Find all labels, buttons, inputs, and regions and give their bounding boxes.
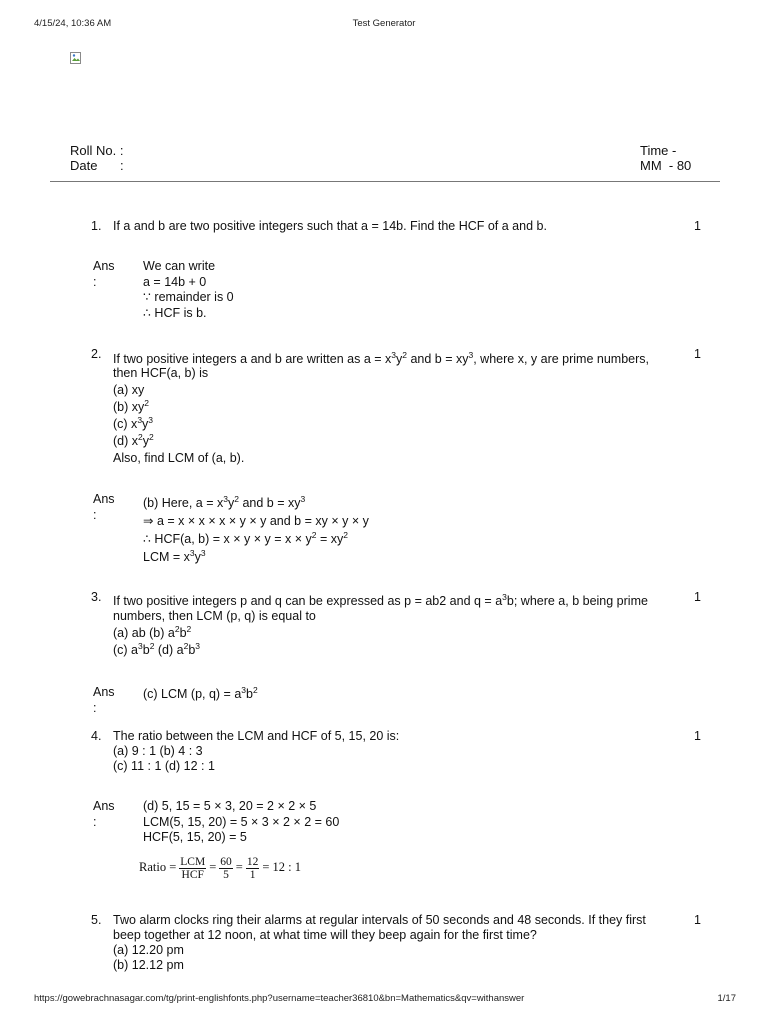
answer-label: Ans : <box>93 799 115 829</box>
answer-line: a = 14b + 0 <box>143 274 207 289</box>
answer-label: Ans : <box>93 259 115 289</box>
roll-number-row <box>70 143 124 158</box>
answer-line: ∵ remainder is 0 <box>143 290 234 304</box>
answer-line: ∴ HCF is b. <box>143 305 207 320</box>
time-label: Time - <box>640 143 677 158</box>
question-text <box>113 913 673 973</box>
question-line: numbers, then LCM (p, q) is equal to <box>113 609 316 623</box>
options-line: (a) 9 : 1 (b) 4 : 3 <box>113 744 203 758</box>
answer-line: We can write <box>143 259 216 273</box>
answer-line: HCF(5, 15, 20) = 5 <box>143 830 247 844</box>
answer-text <box>143 259 663 321</box>
header-divider <box>50 181 720 182</box>
date-colon: : <box>120 158 124 173</box>
answer-line: ∴ HCF(a, $b) = x \times y \times y = x \times y^2 = xy^2$ <box>143 530 348 546</box>
answer-line: LCM = $x^3y^3$ <box>143 548 206 564</box>
ratio-equation: Ratio = $\frac{\text{LCM}}{\text{HCF}}$ = $\frac{60}{5}$ = $\frac{12}{1}$ = 12 : 1 <box>139 855 301 881</box>
answer-line: LCM(5, 15, 20) = 5 × 3 × 2 × 2 = 60 <box>143 814 340 829</box>
question-line: If a and b are two positive integers such that a = 14b. Find the HCF of a and b. <box>113 219 547 233</box>
date-row <box>70 158 124 173</box>
options-line: (c) 11 : 1 (d) 12 : 1 <box>113 759 215 773</box>
options-line: (a) ab (b) $a^2b^2$ <box>113 624 192 640</box>
answer-label: Ans : <box>93 685 115 715</box>
question-number: 3. <box>91 590 102 604</box>
answer-text <box>143 687 663 703</box>
answer-line: ⇒ a = x × x × x × y × y and b = xy × y × y <box>143 514 369 528</box>
option-b: (b) 12.12 pm <box>113 958 184 972</box>
page-number: 1/17 <box>717 993 736 1004</box>
answer-label: Ans : <box>93 492 115 522</box>
question-line: Two alarm clocks ring their alarms at regular intervals of 50 seconds and 48 seconds. If they first <box>113 913 646 927</box>
print-datetime: 4/15/24, 10:36 AM <box>34 18 112 29</box>
reduced-fraction: $\frac{12}{1}$ <box>246 855 259 881</box>
question-text <box>113 351 673 467</box>
question-line: Also, find LCM of (a, b). <box>113 451 245 465</box>
question-marks: 1 <box>694 729 701 743</box>
exam-meta-left <box>70 143 124 173</box>
question-text <box>113 593 673 659</box>
question-number: 1. <box>91 219 102 233</box>
print-url: https://gowebrachnasagar.com/tg/print-englishfonts.php?username=teacher36810&bn=Mathematics&qv=withanswer <box>34 993 525 1004</box>
answer-line: (c) LCM (p, $q) = a^3b^2$ <box>143 685 258 701</box>
question-text <box>113 219 673 234</box>
answer-text <box>139 799 663 881</box>
exam-meta-right <box>640 143 691 173</box>
question-marks: 1 <box>694 347 701 361</box>
options-line: (c) $a^3b^2$ (d) $a^2b^3$ <box>113 641 201 657</box>
ratio-result: = 12 : 1 <box>262 860 301 875</box>
question-line: If two positive integers a and b are written as $a = x^3y^2$ and $b = xy^3$, where x, y are prime numbers, <box>113 350 649 366</box>
question-line: The ratio between the LCM and HCF of 5, 15, 20 is: <box>113 729 400 743</box>
question-marks: 1 <box>694 590 701 604</box>
question-line: beep together at 12 noon, at what time will they beep again for the first time? <box>113 928 537 942</box>
max-marks-label: MM - 80 <box>640 158 692 173</box>
print-title: Test Generator <box>352 18 416 29</box>
option-a: (a) xy <box>113 383 145 397</box>
option-a: (a) 12.20 pm <box>113 943 184 957</box>
lcm-hcf-fraction: $\frac{\text{LCM}}{\text{HCF}}$ <box>180 855 206 881</box>
answer-line: (b) Here, $a = x^3y^2$ and $b = xy^3$ <box>143 494 306 510</box>
value-fraction: $\frac{60}{5}$ <box>220 855 232 881</box>
date-label: Date <box>70 158 98 173</box>
answer-line: (d) 5, 15 = 5 × 3, 20 = 2 × 2 × 5 <box>143 799 317 813</box>
question-line: If two positive integers p and q can be expressed as p = ab2 and $q = a^3b$; where a, b being prime <box>113 592 648 608</box>
broken-image-icon <box>70 52 82 64</box>
question-number: 4. <box>91 729 102 743</box>
ratio-label: Ratio = <box>139 860 177 875</box>
question-marks: 1 <box>694 913 701 927</box>
question-text <box>113 729 673 774</box>
answer-text <box>143 494 663 566</box>
option-d: (d) $x^2y^2$ <box>113 432 154 448</box>
option-b: (b) $xy^2$ <box>113 398 149 414</box>
question-number: 2. <box>91 347 102 361</box>
roll-number-label: Roll No. : <box>70 143 124 158</box>
question-marks: 1 <box>694 219 701 233</box>
question-line: then HCF(a, b) is <box>113 366 209 380</box>
option-c: (c) $x^3y^3$ <box>113 415 154 431</box>
question-number: 5. <box>91 913 102 927</box>
